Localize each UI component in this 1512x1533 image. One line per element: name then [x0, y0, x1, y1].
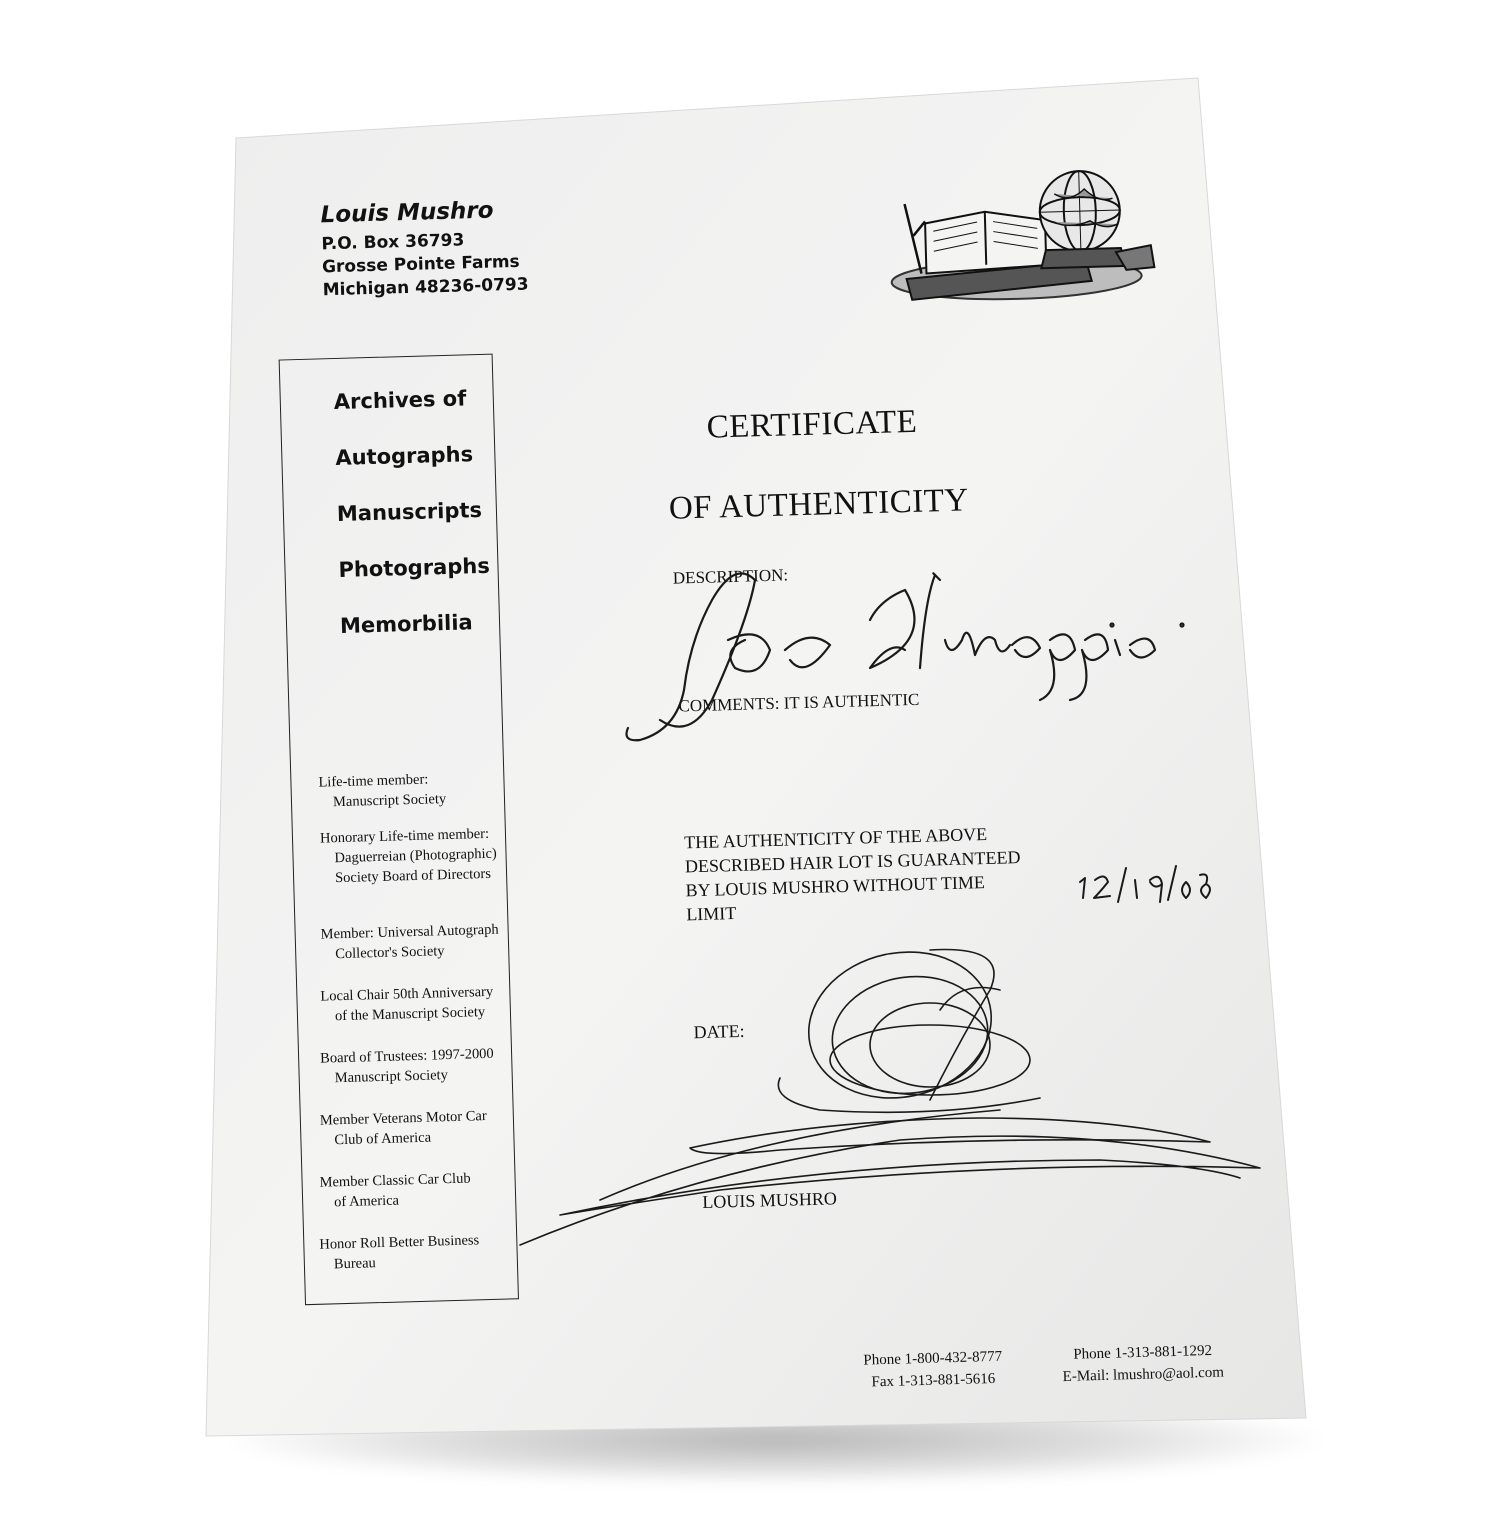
- membership-line2: Manuscript Society: [334, 1067, 449, 1087]
- guarantee-text: [684, 821, 1022, 926]
- globe-books-emblem-icon: [883, 157, 1167, 315]
- membership-item: [319, 1167, 525, 1213]
- contact-right: [1042, 1339, 1243, 1389]
- fax-number: Fax 1-313-881-5616: [871, 1370, 996, 1391]
- membership-item: [320, 823, 527, 889]
- membership-item: [320, 919, 526, 965]
- certificate-title-line2: OF AUTHENTICITY: [668, 482, 970, 527]
- membership-line1: Honor Roll Better Business: [319, 1232, 480, 1253]
- letterhead-address-line3: Michigan 48236-0793: [322, 274, 529, 301]
- membership-line2: Bureau: [333, 1255, 376, 1273]
- membership-line1: Life-time member:: [318, 771, 429, 791]
- membership-item: [320, 981, 526, 1027]
- membership-line2: Daguerreian (Photographic) Society Board of Directors: [334, 845, 497, 887]
- contact-left: [843, 1345, 1024, 1394]
- membership-item: [320, 1105, 526, 1151]
- sidebar-item-photographs: Photographs: [338, 553, 491, 582]
- letterhead-address-line2: Grosse Pointe Farms: [321, 251, 520, 278]
- sidebar-item-memorabilia: Memorbilia: [339, 610, 473, 638]
- guarantee-line: BY LOUIS MUSHRO WITHOUT TIME: [685, 872, 986, 901]
- membership-line2: of America: [333, 1192, 400, 1211]
- membership-item: [320, 1043, 526, 1089]
- description-label: DESCRIPTION:: [672, 565, 789, 588]
- membership-line1: Member: Universal Autograph: [320, 921, 499, 943]
- phone-primary: Phone 1-800-432-8777: [863, 1348, 1003, 1369]
- membership-line2: Club of America: [334, 1129, 432, 1149]
- letterhead-address-line1: P.O. Box 36793: [321, 230, 465, 255]
- email-address: E-Mail: lmushro@aol.com: [1062, 1364, 1225, 1386]
- membership-line2: of the Manuscript Society: [334, 1004, 486, 1025]
- membership-line1: Local Chair 50th Anniversary: [320, 983, 494, 1005]
- date-label: DATE:: [693, 1020, 745, 1043]
- certificate-title-line1: CERTIFICATE: [706, 403, 918, 446]
- membership-line1: Honorary Life-time member:: [319, 825, 490, 847]
- comments-text: COMMENTS: IT IS AUTHENTIC: [678, 689, 920, 716]
- signer-name: LOUIS MUSHRO: [702, 1188, 838, 1213]
- phone-secondary: Phone 1-313-881-1292: [1073, 1342, 1213, 1363]
- membership-item: [318, 767, 524, 813]
- membership-line1: Member Veterans Motor Car: [319, 1108, 487, 1129]
- membership-item: [319, 1229, 525, 1275]
- sidebar-item-manuscripts: Manuscripts: [336, 497, 483, 526]
- letterhead-name: Louis Mushro: [320, 197, 494, 229]
- guarantee-line: LIMIT: [685, 903, 737, 925]
- guarantee-line: THE AUTHENTICITY OF THE ABOVE: [683, 823, 988, 853]
- sidebar-item-archives: Archives of: [333, 386, 467, 415]
- guarantee-line: DESCRIBED HAIR LOT IS GUARANTEED: [684, 847, 1021, 877]
- membership-line2: Manuscript Society: [332, 791, 447, 811]
- sidebar-item-autographs: Autographs: [335, 442, 474, 471]
- membership-line1: Board of Trustees: 1997-2000: [319, 1045, 494, 1067]
- membership-line2: Collector's Society: [335, 943, 445, 963]
- membership-line1: Member Classic Car Club: [319, 1170, 471, 1191]
